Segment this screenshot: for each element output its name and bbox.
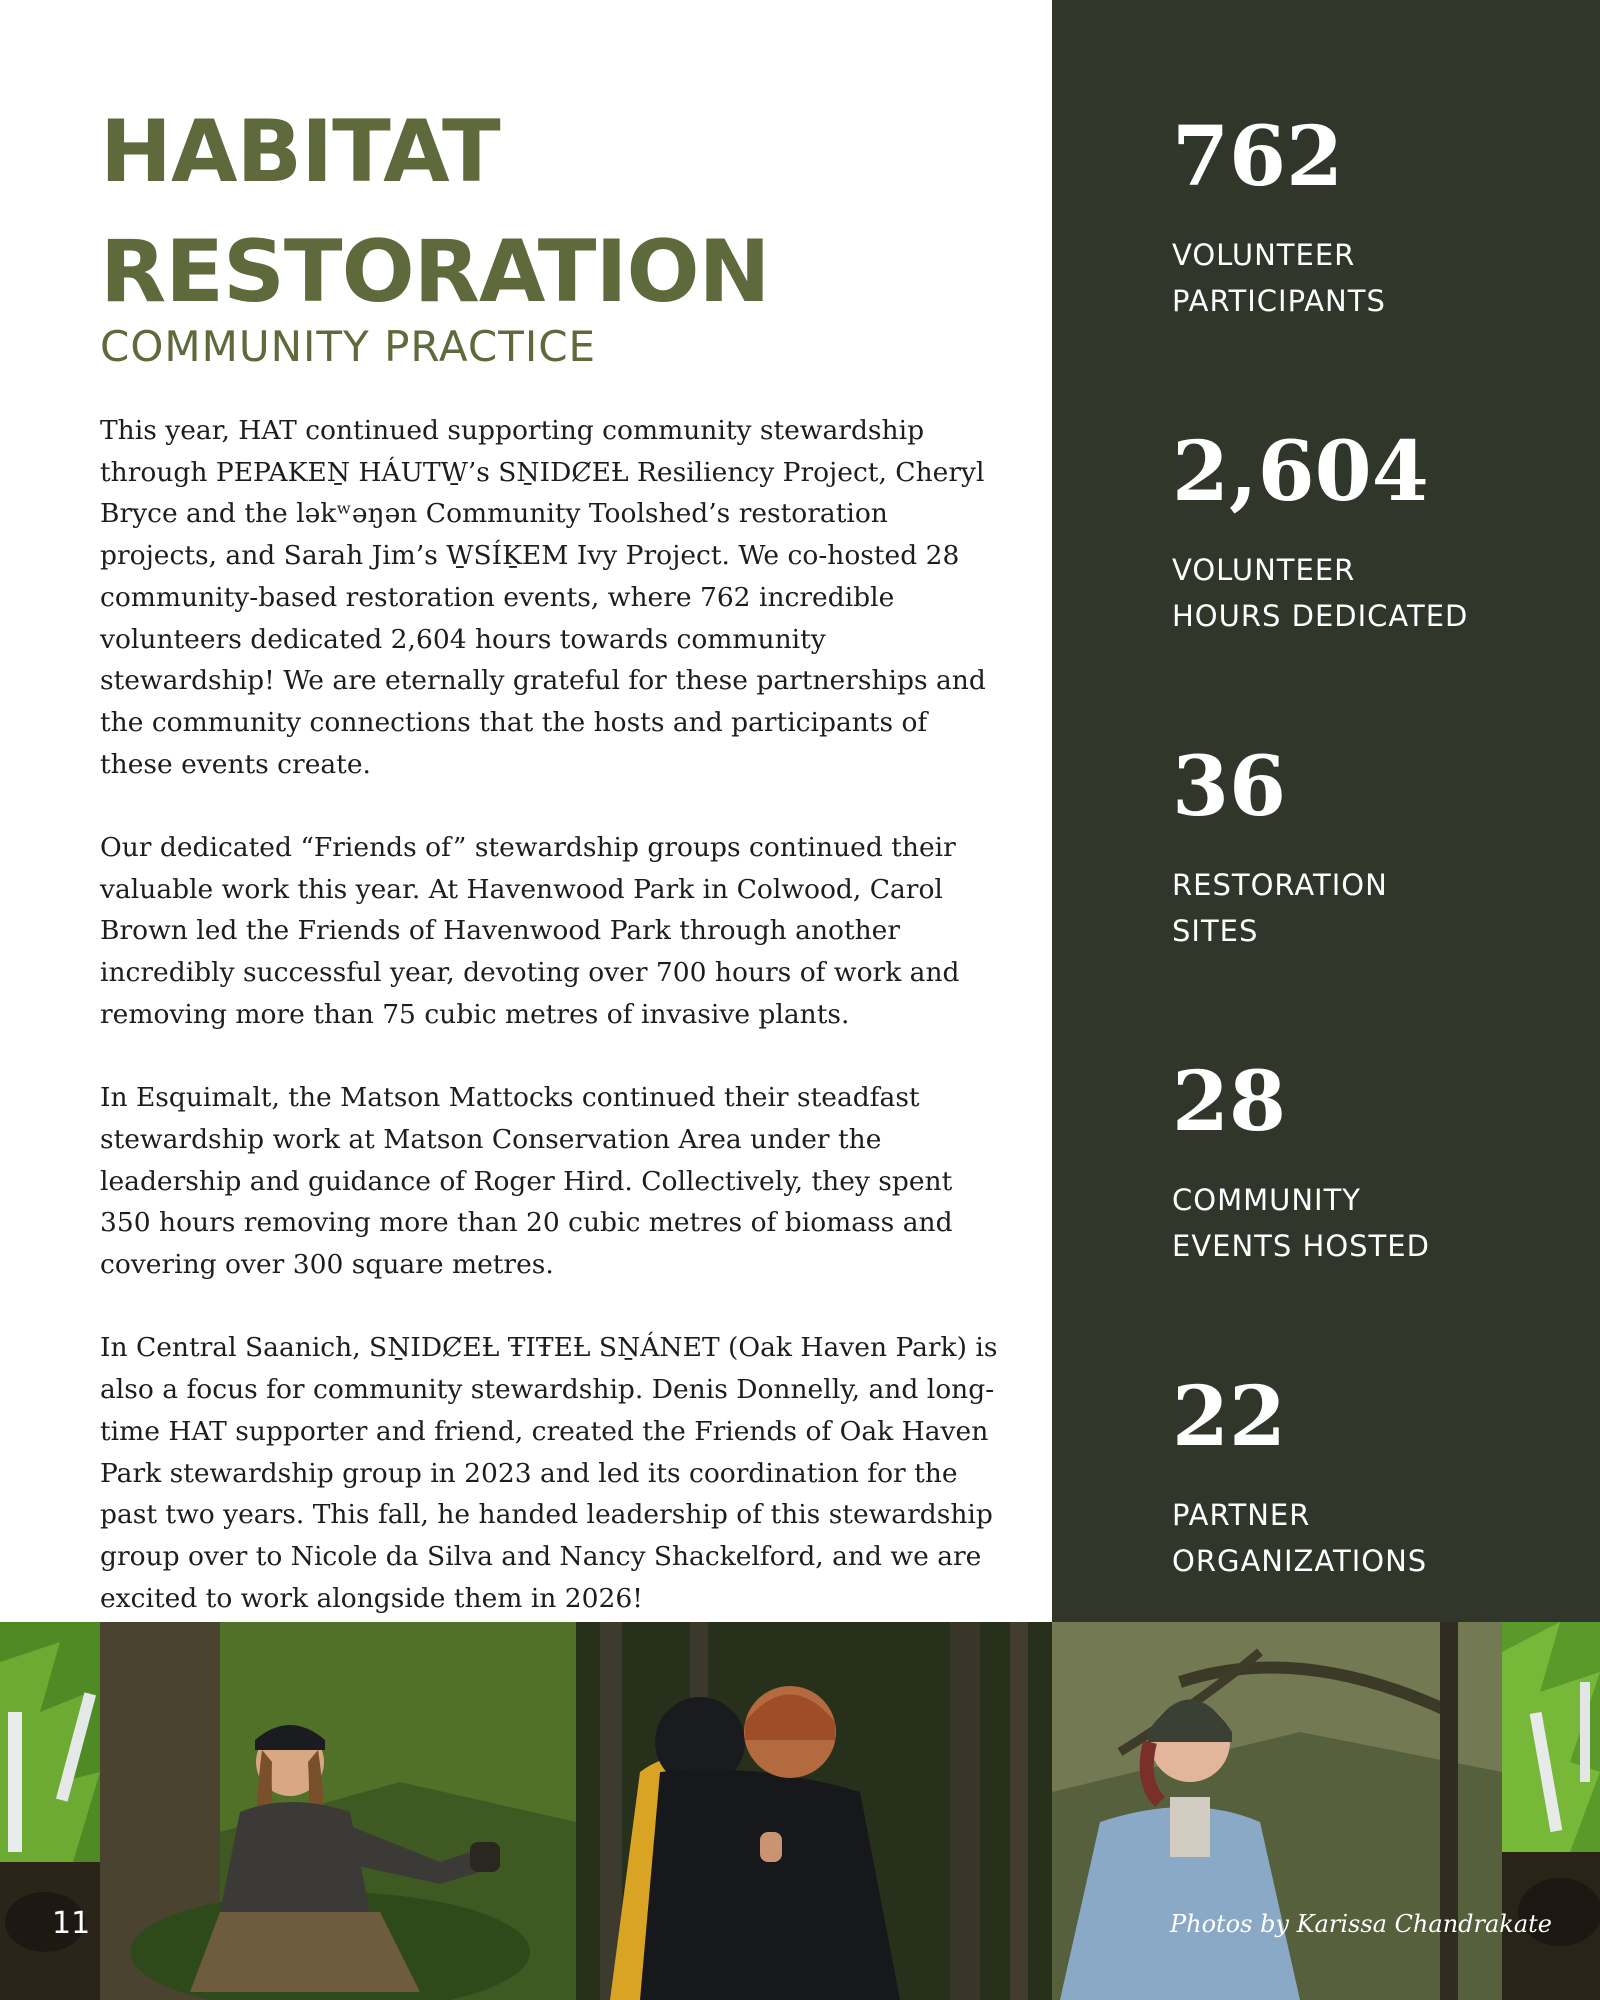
stat-label-line: COMMUNITY [1172, 1183, 1362, 1217]
fern-photo-left [0, 1622, 100, 2000]
stat-label [1172, 547, 1572, 639]
people-hugging-photo [576, 1622, 1052, 2000]
stat-volunteer-hours [1172, 424, 1572, 639]
stat-label-line: HOURS DEDICATED [1172, 599, 1469, 633]
stat-label-line: RESTORATION [1172, 868, 1388, 902]
stat-label-line: PARTICIPANTS [1172, 284, 1386, 318]
stat-number: 22 [1172, 1369, 1287, 1465]
photo-credit: Photos by Karissa Chandrakate [1169, 1910, 1552, 1938]
stat-number: 36 [1172, 739, 1287, 835]
stat-community-events [1172, 1054, 1572, 1269]
page-subtitle: COMMUNITY PRACTICE [100, 322, 597, 371]
stat-label [1172, 1177, 1572, 1269]
stat-label [1172, 862, 1572, 954]
fern-photo-right [1502, 1622, 1600, 2000]
stat-volunteer-participants [1172, 109, 1572, 324]
title-line-1: HABITAT [100, 102, 500, 202]
volunteer-crouching-photo [100, 1622, 576, 2000]
stat-label-line: VOLUNTEER [1172, 553, 1356, 587]
photo-strip [0, 1622, 1600, 2000]
stat-restoration-sites [1172, 739, 1572, 954]
photo-strip-illustration [0, 1622, 1600, 2000]
stat-label-line: VOLUNTEER [1172, 238, 1356, 272]
paragraph-1: This year, HAT continued supporting community stewardship through PEPAKEṈ HÁUTW̱’s SṈIDȻEȽ Resiliency Project, Cheryl Bryce and the ləkʷəŋən Community Toolshed’s restoration projects, and Sarah Jim’s W̱SÍḴEM Ivy Project. We co-hosted 28 community-based restoration events, where 762 incredible volunteers dedicated 2,604 hours towards community stewardship! We are eternally grateful for these partnerships and the community connections that the hosts and participants of these events create. [100, 415, 986, 780]
stat-number: 2,604 [1172, 424, 1429, 520]
stat-number: 762 [1172, 109, 1344, 205]
stat-label [1172, 232, 1572, 324]
smiling-volunteer-photo [1052, 1622, 1502, 2000]
body-text [100, 410, 1000, 1661]
stat-number: 28 [1172, 1054, 1287, 1150]
stat-label-line: EVENTS HOSTED [1172, 1229, 1430, 1263]
stat-label-line: SITES [1172, 914, 1259, 948]
page-title [100, 92, 770, 332]
stat-label [1172, 1492, 1572, 1584]
stat-label-line: PARTNER [1172, 1498, 1311, 1532]
stat-partner-organizations [1172, 1369, 1572, 1584]
stats-sidebar [1052, 0, 1600, 1622]
stat-label-line: ORGANIZATIONS [1172, 1544, 1428, 1578]
page-number: 11 [52, 1906, 91, 1941]
paragraph-3: In Esquimalt, the Matson Mattocks continued their steadfast stewardship work at Matson Conservation Area under the leadership and guidance of Roger Hird. Collectively, they spent 350 hours removing more than 20 cubic metres of biomass and covering over 300 square metres. [100, 1082, 953, 1281]
title-line-2: RESTORATION [100, 222, 770, 322]
paragraph-4: In Central Saanich, SṈIDȻEȽ ŦIŦEȽ SṈÁNET (Oak Haven Park) is also a focus for community stewardship. Denis Donnelly, and long-time HAT supporter and friend, created the Friends of Oak Haven Park stewardship group in 2023 and led its coordination for the past two years. This fall, he handed leadership of this stewardship group over to Nicole da Silva and Nancy Shackelford, and we are excited to work alongside them in 2026! [100, 1332, 998, 1614]
paragraph-2: Our dedicated “Friends of” stewardship groups continued their valuable work this year. At Havenwood Park in Colwood, Carol Brown led the Friends of Havenwood Park through another incredibly successful year, devoting over 700 hours of work and removing more than 75 cubic metres of invasive plants. [100, 832, 960, 1030]
